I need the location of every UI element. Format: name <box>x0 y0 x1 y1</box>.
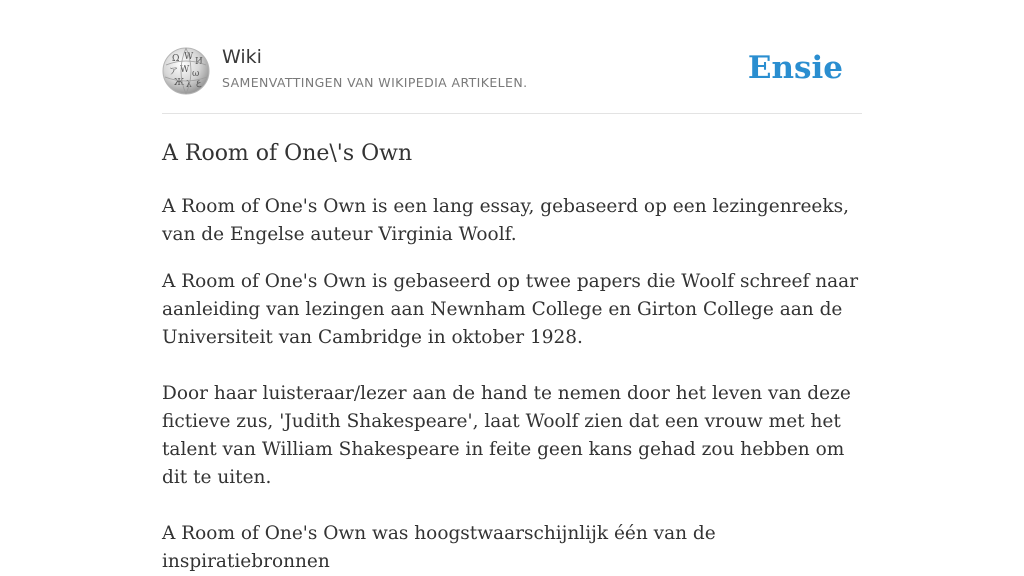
article <box>162 114 862 576</box>
article-paragraph: Door haar luisteraar/lezer aan de hand te nemen door het leven van deze fictieve zus, 'Judith Shakespeare', laat Woolf zien dat een vrouw met het talent van William Shakespeare in feite geen kans gehad zou hebben om dit te uiten. <box>162 383 851 488</box>
svg-text:И: И <box>195 57 203 67</box>
svg-text:Ω: Ω <box>172 54 180 64</box>
site-tagline: SAMENVATTINGEN VAN WIKIPEDIA ARTIKELEN. <box>222 75 528 90</box>
svg-text:ع: ع <box>196 78 202 88</box>
article-paragraph: A Room of One's Own is gebaseerd op twee papers die Woolf schreef naar aanleiding van lezingen aan Newnham College en Girton College aan de Universiteit van Cambridge in oktober 1928. <box>162 271 859 348</box>
svg-text:λ: λ <box>186 80 192 90</box>
article-intro: A Room of One's Own is een lang essay, gebaseerd op een lezingenreeks, van de Engelse auteur Virginia Woolf. <box>162 196 849 245</box>
wikipedia-globe-icon <box>162 47 210 95</box>
svg-text:ア: ア <box>169 67 179 77</box>
page <box>162 0 862 576</box>
ensie-logo-link[interactable]: Ensie <box>747 50 843 86</box>
svg-text:Ж: Ж <box>174 78 185 88</box>
article-title: A Room of One\'s Own <box>162 141 413 166</box>
svg-text:W: W <box>184 52 194 62</box>
article-body <box>162 268 862 576</box>
article-paragraph: A Room of One's Own was hoogstwaarschijnlijk één van de inspiratiebronnen <box>162 523 716 572</box>
svg-text:ω: ω <box>192 69 200 79</box>
site-name[interactable]: Wiki <box>222 46 262 68</box>
svg-text:W: W <box>180 65 190 75</box>
site-header <box>162 0 862 114</box>
wikipedia-globe-logo[interactable] <box>162 47 210 95</box>
